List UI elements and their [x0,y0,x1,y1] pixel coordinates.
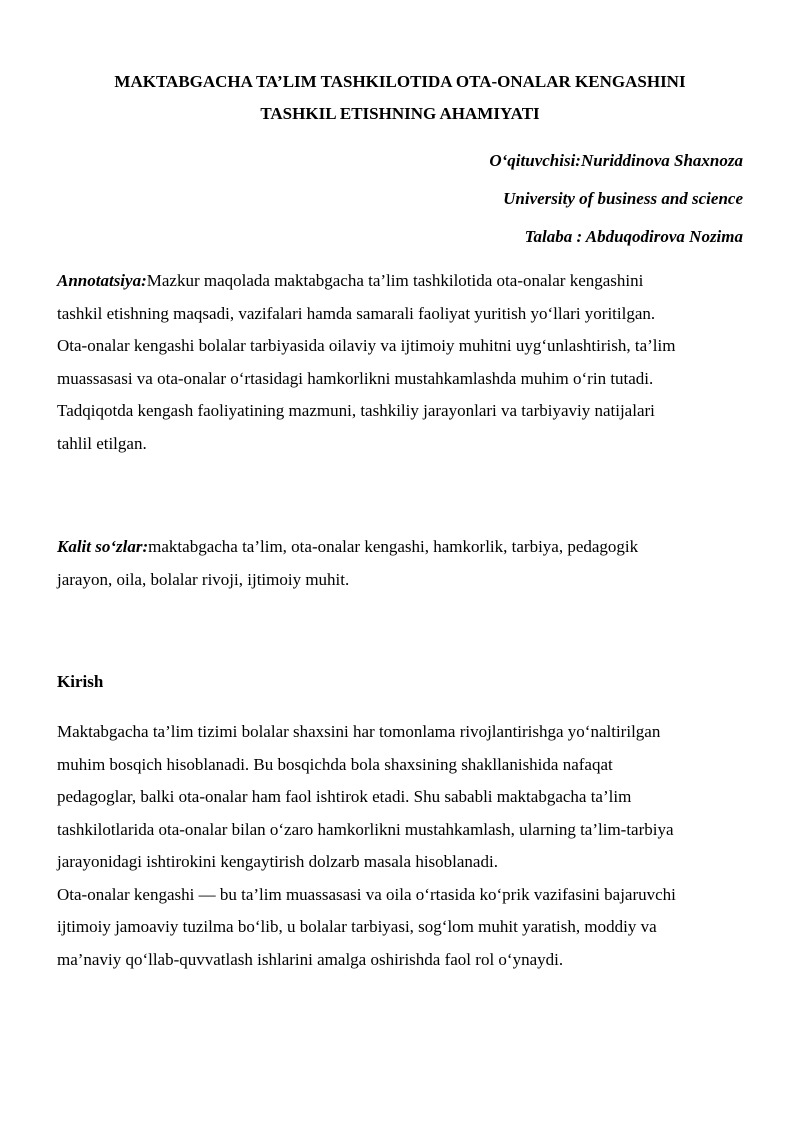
annotation-paragraph [57,265,743,460]
title-line: TASHKIL ETISHNING AHAMIYATI [260,104,540,123]
student-name: Talaba : Abduqodirova Nozima [524,227,743,246]
keywords-label: Kalit so‘zlar: [57,537,149,556]
annotation-line: Tadqiqotda kengash faoliyatining mazmuni, tashkiliy jarayonlari va tarbiyaviy natijalari [57,401,655,420]
keywords-line: Kalit so‘zlar:maktabgacha ta’lim, ota-onalar kengashi, hamkorlik, tarbiya, pedagogik [57,537,639,556]
annotation-line: muassasasi va ota-onalar o‘rtasidagi hamkorlikni mustahkamlashda muhim o‘rin tutadi. [57,368,654,388]
intro-line: Maktabgacha ta’lim tizimi bolalar shaxsini har tomonlama rivojlantirishga yo‘naltirilgan [57,722,661,741]
annotation-line: Annotatsiya:Mazkur maqolada maktabgacha ta’lim tashkilotida ota-onalar kengashini [57,271,644,290]
keywords-paragraph [57,531,743,596]
intro-line: Ota-onalar kengashi — bu ta’lim muassasasi va oila o‘rtasida ko‘prik vazifasini bajaruvchi [57,884,676,904]
intro-line: ma’naviy qo‘llab-quvvatlash ishlarini amalga oshirishda faol rol o‘ynaydi. [57,949,564,969]
intro-line: ijtimoiy jamoaviy tuzilma bo‘lib, u bolalar tarbiyasi, sog‘lom muhit yaratish, moddiy va [57,917,657,936]
teacher-name: O‘qituvchisi:Nuriddinova Shaxnoza [489,151,743,170]
intro-paragraph [57,716,743,976]
annotation-label: Annotatsiya: [57,271,147,290]
university-name: University of business and science [503,189,743,208]
annotation-line: Ota-onalar kengashi bolalar tarbiyasida oilaviy va ijtimoiy muhitni uyg‘unlashtirish, ta’lim [57,336,676,355]
document-title [57,66,743,130]
title-line: MAKTABGACHA TA’LIM TASHKILOTIDA OTA-ONALAR KENGASHINI [114,72,686,91]
keywords-line: jarayon, oila, bolalar rivoji, ijtimoiy muhit. [57,569,350,589]
intro-line: muhim bosqich hisoblanadi. Bu bosqichda bola shaxsining shakllanishida nafaqat [57,754,613,774]
intro-line: jarayonidagi ishtirokini kengaytirish dolzarb masala hisoblanadi. [57,852,498,871]
intro-line: pedagoglar, balki ota-onalar ham faol ishtirok etadi. Shu sababli maktabgacha ta’lim [57,787,632,806]
annotation-line: tahlil etilgan. [57,433,147,453]
annotation-line: tashkil etishning maqsadi, vazifalari hamda samarali faoliyat yuritish yo‘llari yoritilgan. [57,303,656,323]
intro-line: tashkilotlarida ota-onalar bilan o‘zaro hamkorlikni mustahkamlash, ularning ta’lim-tarbiya [57,819,674,839]
author-block [57,148,743,262]
section-heading: Kirish [57,672,104,691]
